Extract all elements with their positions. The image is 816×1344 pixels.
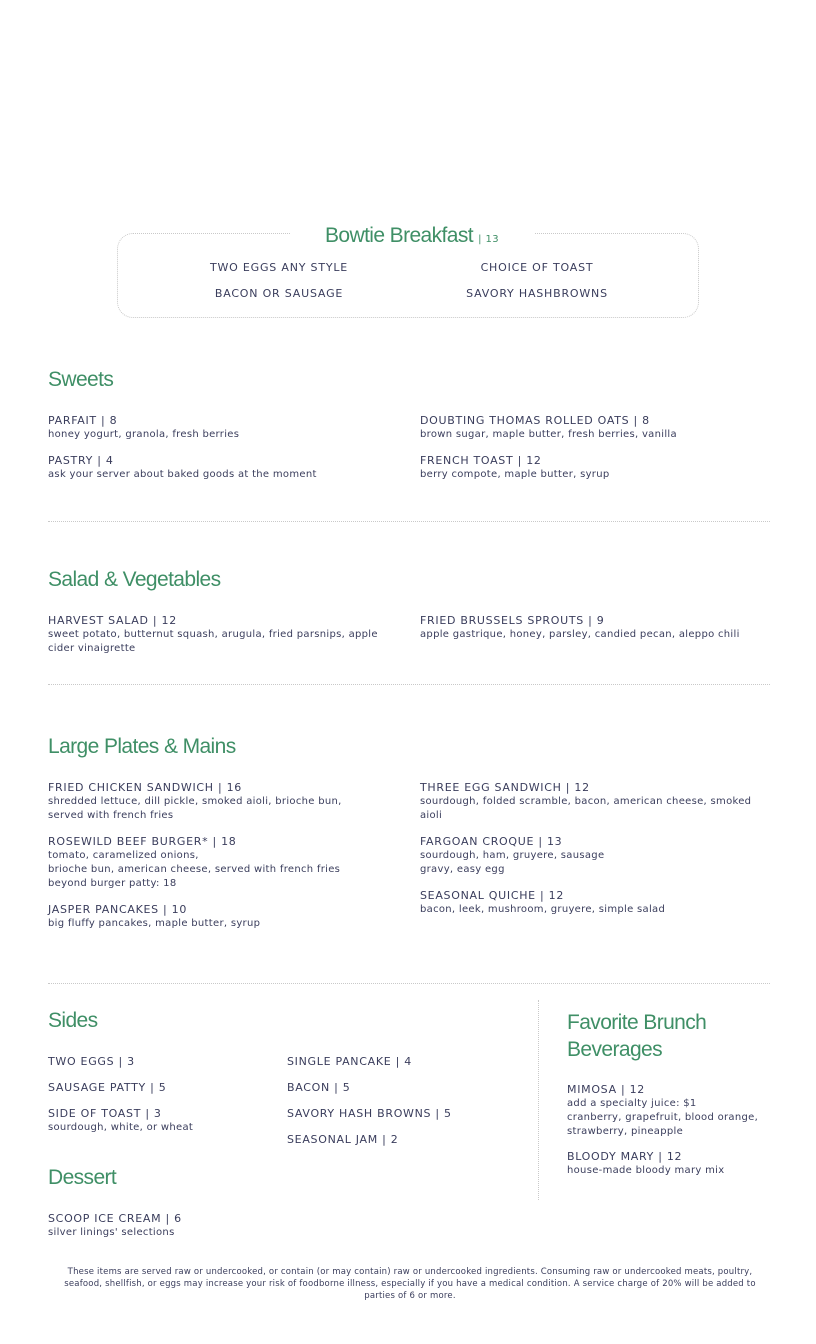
item-desc-line: cranberry, grapefruit, blood orange,	[567, 1112, 759, 1123]
item-name: SAVORY HASH BROWNS | 5	[287, 1107, 452, 1120]
item-desc-line: gravy, easy egg	[420, 864, 505, 875]
item-desc	[48, 428, 398, 442]
item-name: THREE EGG SANDWICH | 12	[420, 781, 590, 794]
heading-line: Favorite Brunch	[567, 1011, 707, 1034]
menu-item	[48, 614, 398, 656]
item-desc	[48, 849, 398, 891]
section-divider	[48, 684, 770, 685]
bowtie-title: Bowtie Breakfast	[325, 224, 473, 247]
item-desc	[48, 1226, 268, 1240]
item-name: FRIED CHICKEN SANDWICH | 16	[48, 781, 242, 794]
menu-item	[48, 781, 398, 823]
section-divider	[48, 983, 770, 984]
item-name: SCOOP ICE CREAM | 6	[48, 1212, 182, 1225]
item-desc-line: silver linings' selections	[48, 1227, 175, 1238]
item-name: FRENCH TOAST | 12	[420, 454, 542, 467]
item-desc-line: ask your server about baked goods at the moment	[48, 469, 317, 480]
section-heading-sides: Sides	[48, 1009, 98, 1032]
item-desc	[48, 917, 398, 931]
item-name: SEASONAL QUICHE | 12	[420, 889, 565, 902]
footnote-line: These items are served raw or undercooked, or contain (or may contain) raw or undercooked ingredients. Consuming raw or undercooked meats, poultry,	[67, 1267, 753, 1277]
item-name: PARFAIT | 8	[48, 414, 118, 427]
item-desc	[420, 428, 770, 442]
menu-item	[287, 1055, 507, 1069]
item-desc	[48, 1121, 268, 1135]
menu-item	[420, 414, 770, 442]
footnote-line: seafood, shellfish, or eggs may increase your risk of foodborne illness, especially if you have a medical condition. A service charge of 20% will be added to	[64, 1279, 756, 1289]
bowtie-price: | 13	[478, 234, 499, 245]
menu-item	[48, 454, 398, 482]
item-desc-line: brown sugar, maple butter, fresh berries, vanilla	[420, 429, 677, 440]
section-heading-sweets: Sweets	[48, 368, 114, 391]
item-desc	[48, 795, 398, 823]
menu-item	[420, 454, 770, 482]
menu-item	[420, 614, 770, 642]
menu-item	[567, 1150, 787, 1178]
bowtie-item: TWO EGGS ANY STYLE	[209, 261, 349, 274]
section-heading-mains: Large Plates & Mains	[48, 735, 236, 758]
item-desc-line: sweet potato, butternut squash, arugula, fried parsnips, apple	[48, 629, 378, 640]
section-divider	[48, 521, 770, 522]
bowtie-item: CHOICE OF TOAST	[480, 261, 594, 274]
item-desc-line: add a specialty juice: $1	[567, 1098, 697, 1109]
item-name: SEASONAL JAM | 2	[287, 1133, 399, 1146]
item-desc	[420, 849, 770, 877]
item-name: SAUSAGE PATTY | 5	[48, 1081, 167, 1094]
item-desc	[48, 628, 398, 656]
bowtie-title-wrap	[290, 224, 534, 250]
item-desc	[567, 1164, 787, 1178]
item-desc-line: sourdough, ham, gruyere, sausage	[420, 850, 605, 861]
item-name: FRIED BRUSSELS SPROUTS | 9	[420, 614, 605, 627]
menu-item	[48, 414, 398, 442]
item-desc-line: sourdough, folded scramble, bacon, american cheese, smoked	[420, 796, 752, 807]
menu-item	[420, 889, 770, 917]
item-desc-line: aioli	[420, 810, 443, 821]
menu-item	[567, 1083, 787, 1139]
item-name: MIMOSA | 12	[567, 1083, 645, 1096]
menu-item	[48, 1107, 268, 1135]
item-desc-line: tomato, caramelized onions,	[48, 850, 199, 861]
menu-item	[48, 1081, 268, 1095]
menu-item	[48, 835, 398, 891]
item-name: FARGOAN CROQUE | 13	[420, 835, 563, 848]
menu-item	[287, 1133, 507, 1147]
item-name: SINGLE PANCAKE | 4	[287, 1055, 412, 1068]
item-name: JASPER PANCAKES | 10	[48, 903, 188, 916]
item-desc	[420, 628, 770, 642]
item-desc-line: house-made bloody mary mix	[567, 1165, 725, 1176]
item-name: BACON | 5	[287, 1081, 351, 1094]
menu-item	[287, 1107, 507, 1121]
section-heading-beverages	[567, 1009, 706, 1063]
column-divider	[538, 1000, 539, 1200]
footnote-line: parties of 6 or more.	[364, 1291, 456, 1301]
item-desc	[567, 1097, 787, 1139]
menu-item	[48, 903, 398, 931]
item-desc-line: served with french fries	[48, 810, 174, 821]
item-name: SIDE OF TOAST | 3	[48, 1107, 162, 1120]
menu-item	[420, 835, 770, 877]
menu-item	[420, 781, 770, 823]
item-desc-line: shredded lettuce, dill pickle, smoked aioli, brioche bun,	[48, 796, 342, 807]
item-name: PASTRY | 4	[48, 454, 114, 467]
item-name: HARVEST SALAD | 12	[48, 614, 177, 627]
menu-item	[287, 1081, 507, 1095]
item-desc-line: berry compote, maple butter, syrup	[420, 469, 610, 480]
item-desc-line: sourdough, white, or wheat	[48, 1122, 194, 1133]
section-heading-salad: Salad & Vegetables	[48, 568, 221, 591]
item-desc	[420, 795, 770, 823]
menu-item	[48, 1212, 268, 1240]
section-heading-dessert: Dessert	[48, 1166, 117, 1189]
item-desc	[48, 468, 398, 482]
item-name: DOUBTING THOMAS ROLLED OATS | 8	[420, 414, 650, 427]
bowtie-item: SAVORY HASHBROWNS	[466, 287, 608, 300]
item-desc-line: beyond burger patty: 18	[48, 878, 177, 889]
item-name: ROSEWILD BEEF BURGER* | 18	[48, 835, 237, 848]
item-desc-line: strawberry, pineapple	[567, 1126, 684, 1137]
item-desc	[420, 468, 770, 482]
item-desc-line: brioche bun, american cheese, served with french fries	[48, 864, 341, 875]
item-desc-line: big fluffy pancakes, maple butter, syrup	[48, 918, 261, 929]
menu-item	[48, 1055, 268, 1069]
item-desc-line: apple gastrique, honey, parsley, candied pecan, aleppo chili	[420, 629, 740, 640]
item-desc	[420, 903, 770, 917]
item-desc-line: cider vinaigrette	[48, 643, 136, 654]
bowtie-item: BACON OR SAUSAGE	[214, 287, 344, 300]
item-desc-line: honey yogurt, granola, fresh berries	[48, 429, 240, 440]
heading-line: Beverages	[567, 1038, 662, 1061]
item-desc-line: bacon, leek, mushroom, gruyere, simple salad	[420, 904, 666, 915]
item-name: TWO EGGS | 3	[48, 1055, 135, 1068]
footnote	[60, 1266, 760, 1302]
item-name: BLOODY MARY | 12	[567, 1150, 683, 1163]
